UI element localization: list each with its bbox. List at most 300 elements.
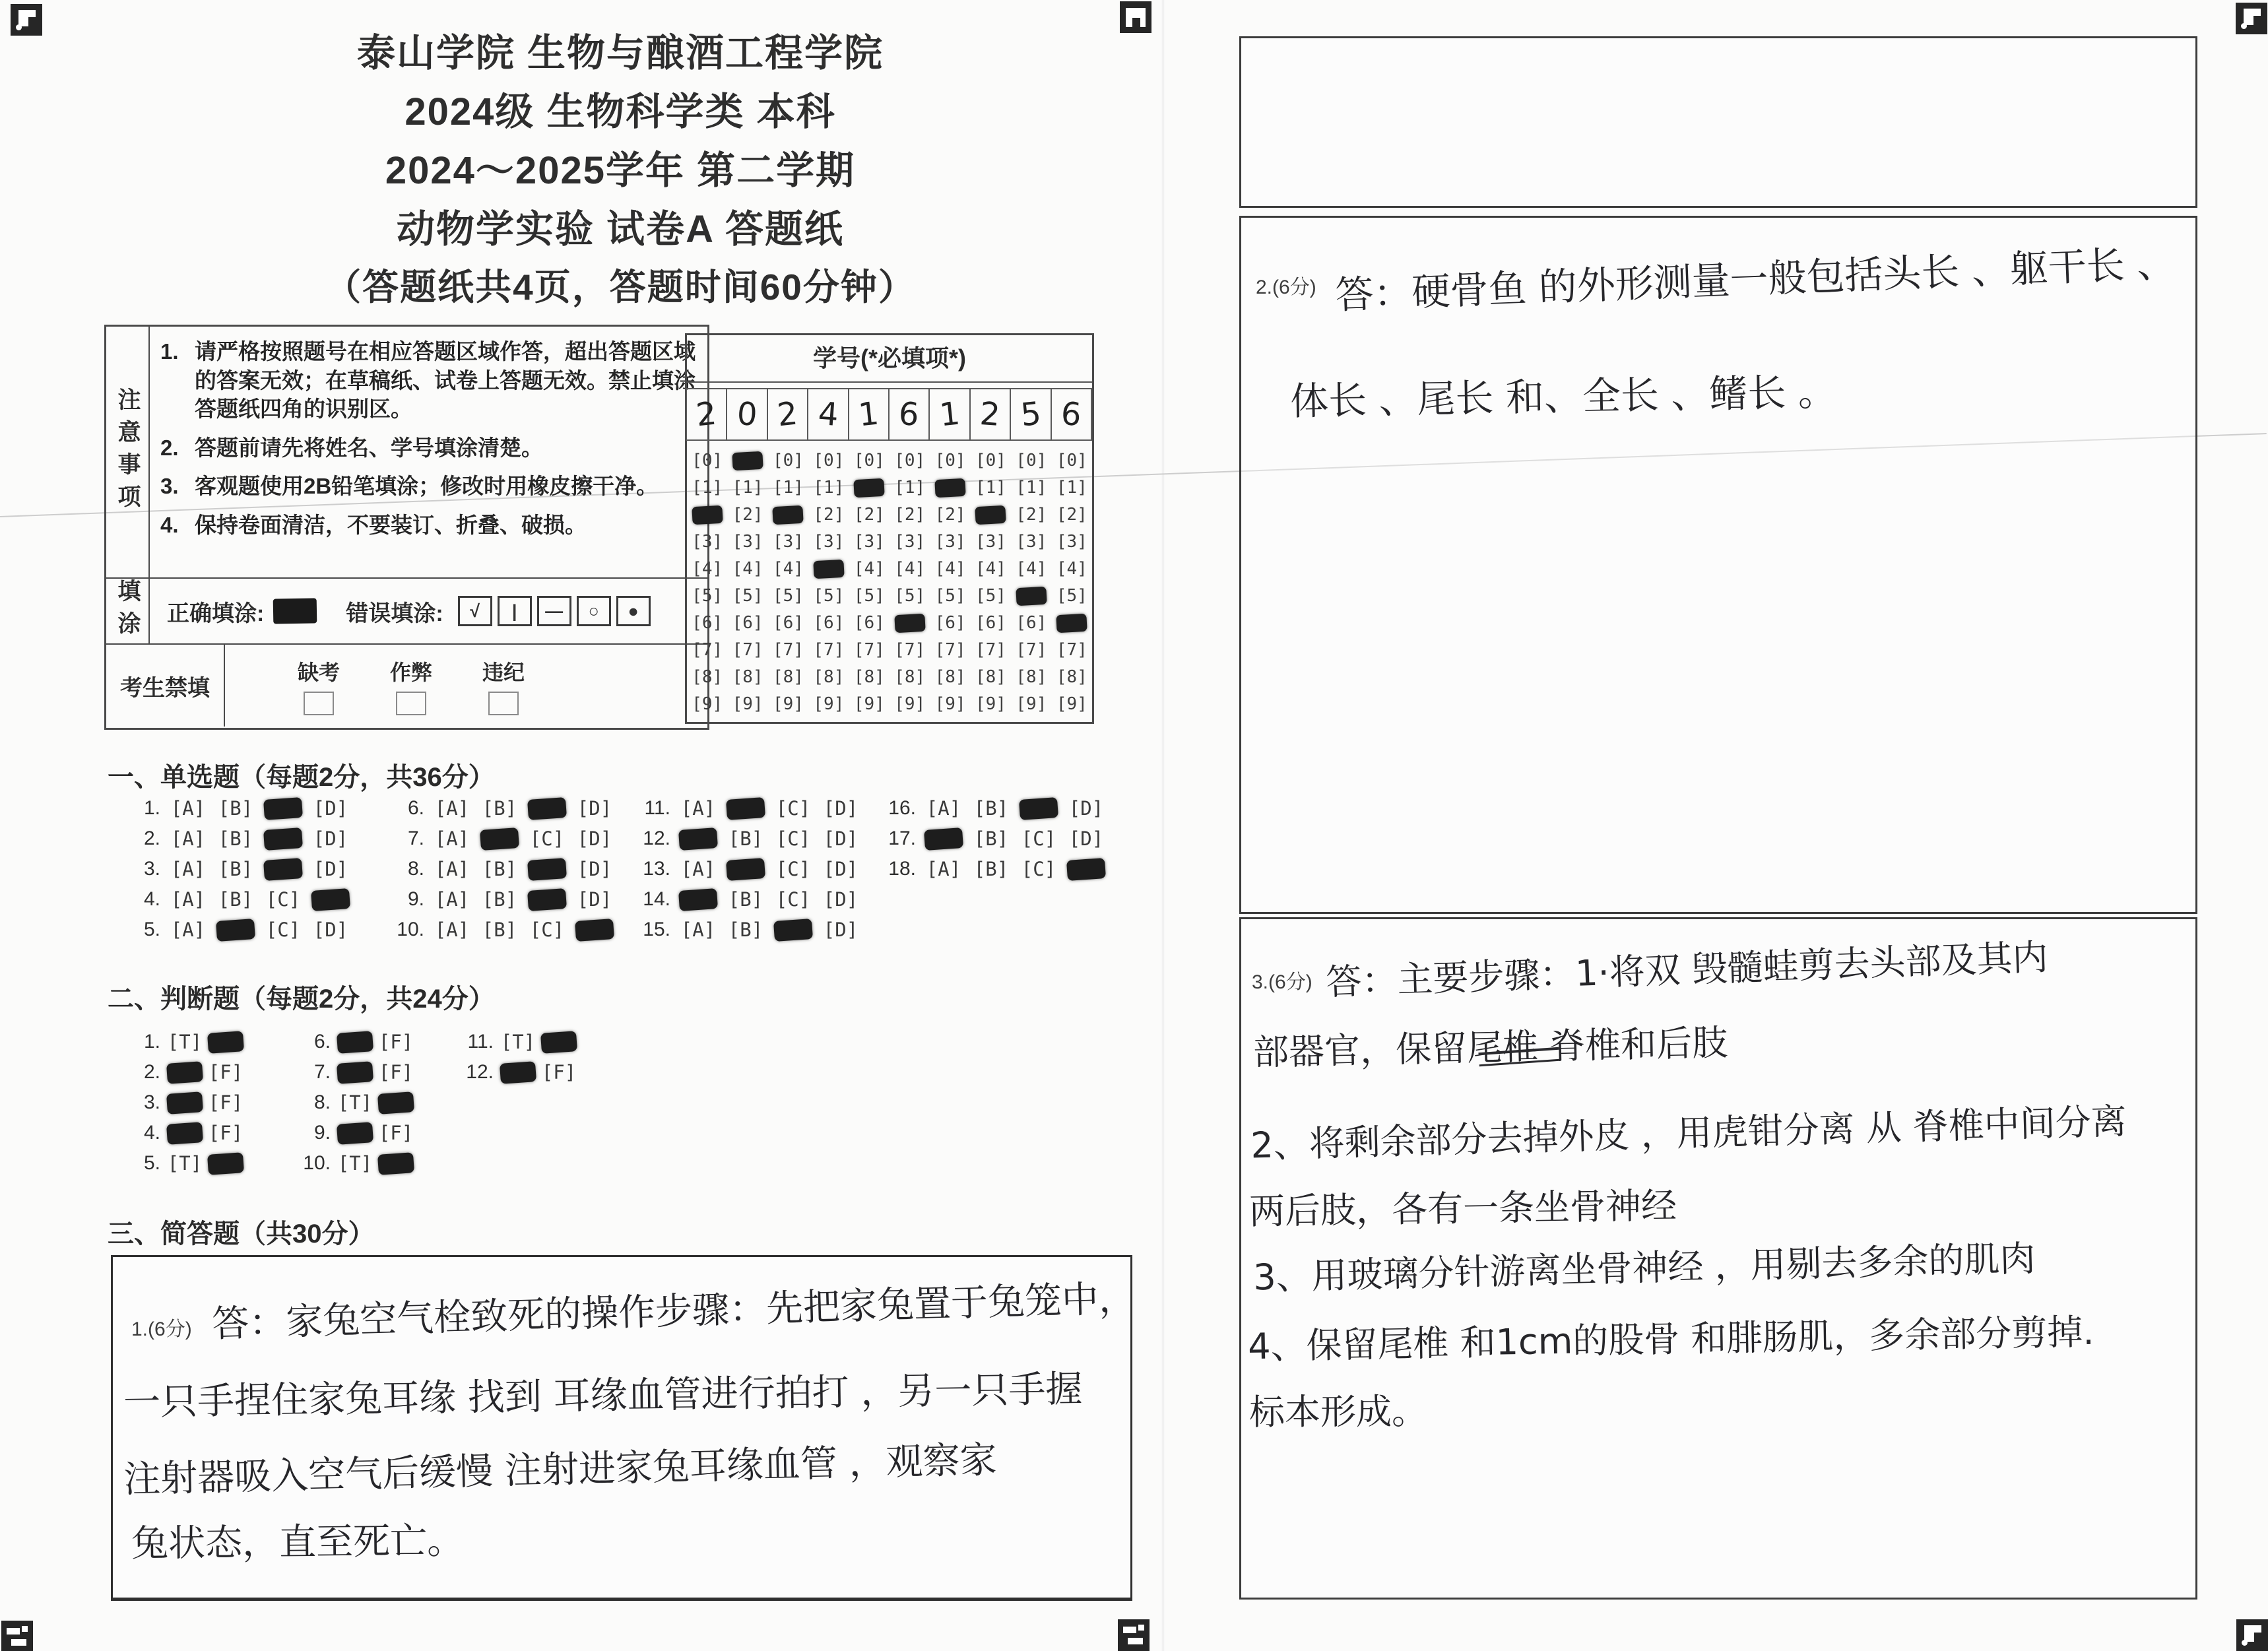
- answer-blob: [263, 797, 303, 820]
- answer-row: [386, 793, 618, 824]
- bubble-cell: [5]: [975, 586, 1006, 606]
- answer-row: [878, 854, 1110, 884]
- bubble-cell: [1]: [975, 478, 1006, 498]
- option-label: [B]: [728, 888, 763, 911]
- section-single-choice-title: 一、单选题（每题2分，共36分）: [108, 763, 495, 792]
- option-label: [D]: [577, 888, 612, 911]
- section-short-answer-title: 三、简答题（共30分）: [108, 1219, 375, 1248]
- answer-row: [386, 884, 618, 915]
- corner-marker-top-left: [11, 4, 42, 36]
- option-label: [F]: [378, 1061, 414, 1084]
- bubble-cell: [0]: [894, 451, 926, 470]
- question-number: 16.: [888, 797, 916, 819]
- handwriting-line: 答：主要步骤：1·将双 毁髓蛙剪去头部及其内: [1325, 936, 2049, 1004]
- bubble-cell: [3]: [1016, 532, 1047, 552]
- notice-item: [160, 434, 696, 463]
- bubble-cell: [8]: [1056, 667, 1087, 687]
- bubble-row: [687, 474, 1092, 502]
- corner-marker-bottom-right: [2236, 1619, 2268, 1651]
- answer-blob: [924, 827, 963, 851]
- answer-blob: [337, 1031, 373, 1054]
- title-course: 动物学实验 试卷A 答题纸: [397, 208, 844, 251]
- bubble-cell: [0]: [773, 451, 804, 470]
- bubble-cell: [0]: [934, 451, 966, 470]
- option-label: [C]: [529, 827, 565, 850]
- filled-answer-mark: [212, 920, 259, 940]
- q1-label: 1.(6分): [131, 1318, 192, 1340]
- answer-row: [455, 1057, 579, 1087]
- filled-answer-mark: [538, 1032, 579, 1052]
- handwriting-line: 4、保留尾椎 和1cm的股骨 和腓肠肌，多余部分剪掉.: [1247, 1311, 2095, 1368]
- bubble-row: [687, 447, 1092, 474]
- bubble-cell: [4]: [732, 559, 763, 579]
- answer-column: [122, 1027, 246, 1179]
- answer-blob: [377, 1091, 414, 1115]
- bubble-cell: [6]: [1016, 613, 1047, 633]
- filled-answer-mark: [164, 1123, 205, 1144]
- bubble-cell: [8]: [692, 667, 723, 687]
- empty-top-box: [1239, 36, 2197, 208]
- filled-answer-mark: [335, 1062, 375, 1083]
- answer-blob: [377, 1152, 414, 1175]
- handwriting-line: 一只手捏住家兔耳缘 找到 耳缘血管进行拍打 ，另一只手握: [123, 1367, 1083, 1425]
- filled-answer-mark: [259, 798, 307, 819]
- student-id-digit-row: [687, 388, 1092, 441]
- option-label: [B]: [728, 919, 763, 941]
- question-number: 9.: [407, 888, 424, 910]
- option-label: [C]: [529, 919, 565, 941]
- option-label: [A]: [434, 919, 470, 941]
- bubble-cell: [7]: [1056, 640, 1087, 660]
- bubble-cell: [5]: [692, 586, 723, 606]
- filled-answer-mark: [674, 890, 722, 910]
- option-label: [T]: [167, 1152, 203, 1175]
- true-false-grid: [109, 1027, 769, 1188]
- bubble-cell: [930, 474, 970, 502]
- title-school: 泰山学院 生物与酿酒工程学院: [356, 32, 884, 75]
- bubble-cell: [2]: [894, 505, 926, 525]
- answer-row: [292, 1027, 416, 1057]
- answer-blob: [337, 1061, 373, 1084]
- bubble-cell: [4]: [773, 559, 804, 579]
- forbidden-label: 考生禁填: [106, 645, 225, 727]
- bubble-row: [687, 556, 1092, 583]
- q2-label: 2.(6分): [1256, 276, 1316, 298]
- handwriting-line: 注射器吸入空气后缓慢 注射进家兔耳缘血管 ，观察家: [123, 1438, 998, 1502]
- filled-bubble: [732, 451, 763, 470]
- question-number: 1.: [143, 797, 160, 819]
- option-label: [B]: [218, 827, 253, 850]
- bubble-cell: [6]: [692, 613, 723, 633]
- question-number: 13.: [643, 858, 670, 880]
- option-label: [D]: [313, 919, 348, 941]
- handwriting-line: 部器官，保留尾椎 脊椎和后肢: [1252, 1021, 1728, 1074]
- filled-answer-mark: [205, 1032, 246, 1052]
- answer-blob: [166, 1122, 203, 1145]
- option-label: [B]: [218, 888, 253, 911]
- filled-bubble: [1056, 614, 1087, 633]
- answer-box-q2: [1239, 216, 2197, 914]
- question-number: 2.: [143, 1061, 160, 1083]
- notice-item-number: 3.: [160, 474, 179, 499]
- bubble-cell: [9]: [1056, 694, 1087, 714]
- filled-answer-mark: [722, 798, 769, 819]
- bubble-row: [687, 529, 1092, 556]
- corner-marker-bottom-center: [1118, 1619, 1150, 1651]
- question-number: 1.: [143, 1031, 160, 1052]
- bubble-cell: [890, 610, 930, 637]
- bubble-cell: [9]: [975, 694, 1006, 714]
- answer-blob: [575, 919, 614, 942]
- filled-answer-mark: [1062, 859, 1110, 880]
- option-label: [D]: [1068, 797, 1104, 820]
- answer-row: [122, 824, 354, 854]
- option-label: [D]: [823, 858, 859, 880]
- option-label: [C]: [265, 888, 301, 911]
- bubble-row: [687, 610, 1092, 637]
- bubble-cell: [6]: [813, 613, 845, 633]
- question-number: 10.: [397, 919, 424, 940]
- filled-bubble: [975, 505, 1006, 525]
- bubble-cell: [6]: [853, 613, 885, 633]
- option-label: [A]: [434, 888, 470, 911]
- notice-item-number: 1.: [160, 339, 179, 364]
- notice-item: [160, 337, 696, 424]
- question-number: 11.: [644, 797, 670, 819]
- student-id-digit-cell: [848, 388, 890, 441]
- filled-answer-mark: [769, 920, 817, 940]
- question-number: 17.: [888, 827, 916, 849]
- bubble-cell: [9]: [853, 694, 885, 714]
- bubble-cell: [2]: [732, 505, 763, 525]
- wrong-fill-example-box: |: [498, 596, 532, 626]
- option-label: [A]: [170, 919, 206, 941]
- handwritten-digit: 6: [1060, 395, 1083, 434]
- bubble-cell: [8]: [1016, 667, 1047, 687]
- option-label: [D]: [577, 858, 612, 880]
- answer-blob: [726, 797, 765, 820]
- filled-answer-mark: [205, 1153, 246, 1174]
- option-label: [C]: [1021, 858, 1056, 880]
- question-number: 15.: [643, 919, 670, 940]
- bubble-cell: [727, 447, 767, 474]
- answer-row: [122, 793, 354, 824]
- answer-row: [878, 824, 1110, 854]
- filled-answer-mark: [674, 829, 722, 849]
- option-label: [C]: [775, 827, 811, 850]
- answer-blob: [527, 797, 567, 820]
- answer-column: [878, 793, 1110, 884]
- bubble-cell: [5]: [894, 586, 926, 606]
- bubble-cell: [9]: [894, 694, 926, 714]
- bubble-cell: [5]: [934, 586, 966, 606]
- bubble-cell: [9]: [773, 694, 804, 714]
- bubble-cell: [3]: [853, 532, 885, 552]
- answer-blob: [500, 1061, 536, 1084]
- bubble-cell: [3]: [1056, 532, 1087, 552]
- question-number: 12.: [643, 827, 670, 849]
- option-label: [B]: [482, 797, 517, 820]
- notice-item-number: 2.: [160, 435, 179, 460]
- title-term: 2024～2025学年 第二学期: [385, 149, 856, 192]
- corner-marker-top-center: [1120, 1, 1151, 33]
- option-label: [B]: [482, 919, 517, 941]
- examinee-forbidden-row: [106, 645, 707, 727]
- filled-answer-mark: [335, 1032, 375, 1052]
- handwritten-digit: 2: [694, 395, 719, 434]
- answer-row: [632, 793, 864, 824]
- notice-item-text: 答题前请先将姓名、学号填涂清楚。: [195, 435, 543, 460]
- answer-row: [122, 884, 354, 915]
- handwritten-digit: 5: [1018, 395, 1043, 434]
- student-id-digit-cell: [1051, 388, 1092, 441]
- question-number: 6.: [407, 797, 424, 819]
- filled-answer-mark: [523, 890, 571, 910]
- bubble-cell: [7]: [773, 640, 804, 660]
- option-label: [D]: [823, 888, 859, 911]
- bubble-cell: [7]: [934, 640, 966, 660]
- bubble-cell: [4]: [934, 559, 966, 579]
- option-label: [F]: [208, 1122, 243, 1144]
- bubble-cell: [2]: [813, 505, 845, 525]
- bubble-cell: [2]: [1016, 505, 1047, 525]
- answer-row: [455, 1027, 579, 1057]
- question-number: 8.: [313, 1091, 331, 1113]
- option-label: [D]: [577, 797, 612, 820]
- answer-row: [632, 915, 864, 945]
- option-label: [A]: [434, 827, 470, 850]
- bubble-row: [687, 502, 1092, 529]
- question-number: 6.: [313, 1031, 331, 1052]
- filled-answer-mark: [1015, 798, 1062, 819]
- handwritten-digit: 2: [775, 395, 800, 434]
- answer-column: [632, 793, 864, 945]
- bubble-cell: [7]: [894, 640, 926, 660]
- answer-blob: [311, 888, 350, 911]
- fill-side-label: 填涂: [106, 579, 150, 643]
- answer-blob: [527, 858, 567, 881]
- option-label: [D]: [823, 827, 859, 850]
- single-choice-grid: [109, 793, 1128, 955]
- question-number: 4.: [143, 888, 160, 910]
- handwriting-line: 3、用玻璃分针游离坐骨神经 ，用剔去多余的肌肉: [1252, 1237, 2036, 1299]
- filled-bubble: [692, 505, 723, 525]
- option-label: [C]: [775, 858, 811, 880]
- forbidden-checkbox: [488, 692, 519, 715]
- option-label: [B]: [482, 858, 517, 880]
- question-number: 14.: [643, 888, 670, 910]
- corner-marker-top-right: [2236, 3, 2267, 34]
- bubble-cell: [1]: [1056, 478, 1087, 498]
- notice-item-text: 保持卷面清洁，不要装订、折叠、破损。: [195, 512, 587, 537]
- filled-answer-mark: [920, 829, 967, 849]
- bubble-cell: [8]: [975, 667, 1006, 687]
- option-label: [T]: [337, 1152, 373, 1175]
- bubble-cell: [1011, 583, 1051, 610]
- option-label: [C]: [1021, 827, 1056, 850]
- option-label: [A]: [680, 858, 716, 880]
- forbidden-group: [298, 656, 340, 715]
- forbidden-group: [482, 656, 525, 715]
- answer-box-q3: [1239, 917, 2197, 1600]
- student-id-header: 学号(*必填项*): [687, 335, 1092, 383]
- answer-row: [122, 1027, 246, 1057]
- question-number: 12.: [466, 1061, 494, 1083]
- option-label: [A]: [170, 827, 206, 850]
- option-label: [A]: [434, 858, 470, 880]
- option-label: [A]: [680, 797, 716, 820]
- answer-column: [386, 793, 618, 945]
- wrong-fill-example-box: ●: [616, 596, 651, 626]
- answer-blob: [166, 1091, 203, 1115]
- bubble-cell: [4]: [1016, 559, 1047, 579]
- bubble-row: [687, 664, 1092, 691]
- option-label: [F]: [378, 1031, 414, 1053]
- bubble-cell: [7]: [853, 640, 885, 660]
- page-seam: [1161, 0, 1165, 1651]
- answer-column: [122, 793, 354, 945]
- question-number: 10.: [303, 1152, 331, 1174]
- option-label: [D]: [313, 797, 348, 820]
- option-label: [B]: [973, 858, 1009, 880]
- option-label: [A]: [170, 797, 206, 820]
- bubble-cell: [5]: [732, 586, 763, 606]
- bubble-cell: [3]: [732, 532, 763, 552]
- filled-answer-mark: [523, 798, 571, 819]
- bubble-cell: [8]: [813, 667, 845, 687]
- bubble-cell: [7]: [813, 640, 845, 660]
- question-number: 4.: [143, 1122, 160, 1144]
- q3-label: 3.(6分): [1252, 971, 1312, 993]
- bubble-cell: [5]: [1056, 586, 1087, 606]
- bubble-cell: [7]: [732, 640, 763, 660]
- answer-blob: [337, 1122, 373, 1145]
- bubble-cell: [1]: [692, 478, 723, 498]
- option-label: [A]: [170, 858, 206, 880]
- bubble-row: [687, 637, 1092, 664]
- question-number: 11.: [467, 1031, 494, 1052]
- answer-blob: [207, 1031, 244, 1054]
- bubble-cell: [3]: [894, 532, 926, 552]
- bubble-row: [687, 691, 1092, 718]
- option-label: [B]: [482, 888, 517, 911]
- bubble-cell: [4]: [975, 559, 1006, 579]
- filled-answer-mark: [164, 1062, 205, 1083]
- option-label: [B]: [973, 797, 1009, 820]
- option-label: [D]: [823, 919, 859, 941]
- filled-answer-mark: [476, 829, 523, 849]
- answer-blob: [527, 888, 567, 911]
- bubble-cell: [3]: [813, 532, 845, 552]
- option-label: [A]: [926, 797, 961, 820]
- answer-blob: [726, 858, 765, 881]
- fill-demo: [150, 579, 707, 643]
- wrong-fill-examples: [453, 596, 651, 626]
- bubble-cell: [9]: [692, 694, 723, 714]
- question-number: 3.: [143, 1091, 160, 1113]
- handwriting-line: 兔状态，直至死亡。: [131, 1519, 465, 1566]
- exam-title-block: [106, 34, 1135, 326]
- handwriting-line: 体长 、尾长 和、全长 、鳍长 。: [1289, 369, 1837, 424]
- forbidden-checkboxes: [225, 645, 707, 727]
- wrong-fill-example-box: ○: [577, 596, 611, 626]
- option-label: [C]: [265, 919, 301, 941]
- answer-row: [292, 1148, 416, 1179]
- handwriting-line: 答：家兔空气栓致死的操作步骤：先把家兔置于兔笼中，: [211, 1277, 1136, 1346]
- bubble-cell: [7]: [975, 640, 1006, 660]
- answer-row: [386, 854, 618, 884]
- bubble-cell: [3]: [934, 532, 966, 552]
- filled-answer-mark: [259, 829, 307, 849]
- answer-row: [292, 1057, 416, 1087]
- handwritten-digit: 0: [735, 395, 759, 434]
- bubble-cell: [768, 502, 808, 529]
- bubble-cell: [9]: [934, 694, 966, 714]
- question-number: 7.: [313, 1061, 331, 1083]
- answer-blob: [678, 827, 718, 851]
- filled-answer-mark: [259, 859, 307, 880]
- bubble-cell: [1052, 610, 1092, 637]
- answer-row: [292, 1118, 416, 1148]
- option-label: [B]: [218, 858, 253, 880]
- question-number: 3.: [143, 858, 160, 880]
- bubble-cell: [8]: [853, 667, 885, 687]
- bubble-cell: [3]: [773, 532, 804, 552]
- option-label: [T]: [500, 1031, 536, 1053]
- option-label: [A]: [680, 919, 716, 941]
- handwriting-line: 标本形成。: [1248, 1390, 1428, 1433]
- notice-item: [160, 472, 696, 501]
- corner-marker-bottom-left: [1, 1621, 33, 1651]
- bubble-cell: [8]: [732, 667, 763, 687]
- title-duration: （答题纸共4页，答题时间60分钟）: [325, 267, 916, 308]
- notice-item-number: 4.: [160, 512, 179, 537]
- handwritten-digit: 6: [897, 395, 921, 434]
- handwriting-line: 2、将剩余部分去掉外皮 ，用虎钳分离 从 脊椎中间分离: [1250, 1100, 2127, 1167]
- option-label: [B]: [218, 797, 253, 820]
- question-number: 8.: [407, 858, 424, 880]
- bubble-cell: [0]: [975, 451, 1006, 470]
- option-label: [D]: [313, 858, 348, 880]
- answer-blob: [1019, 797, 1058, 820]
- answer-blob: [207, 1152, 244, 1175]
- correct-fill-label: 正确填涂:: [167, 600, 265, 626]
- forbidden-group-label: 作弊: [390, 661, 433, 684]
- answer-blob: [540, 1031, 577, 1054]
- filled-answer-mark: [164, 1093, 205, 1113]
- bubble-cell: [971, 502, 1011, 529]
- handwritten-digit: 4: [816, 395, 840, 434]
- answer-row: [292, 1087, 416, 1118]
- answer-row: [122, 1087, 246, 1118]
- option-label: [A]: [170, 888, 206, 911]
- bubble-cell: [0]: [1016, 451, 1047, 470]
- answer-row: [122, 1057, 246, 1087]
- bubble-cell: [687, 502, 727, 529]
- wrong-fill-example-box: —: [537, 596, 571, 626]
- title-cohort: 2024级 生物科学类 本科: [405, 90, 836, 133]
- student-id-digit-cell: [686, 388, 727, 441]
- filled-bubble: [773, 505, 804, 525]
- option-label: [T]: [337, 1091, 373, 1114]
- option-label: [F]: [208, 1091, 243, 1114]
- answer-box-q1: [111, 1255, 1136, 1601]
- filled-bubble: [813, 560, 844, 579]
- forbidden-group: [390, 656, 432, 715]
- bubble-cell: [0]: [692, 451, 723, 470]
- correct-fill-example: [273, 598, 317, 624]
- option-label: [F]: [541, 1061, 577, 1084]
